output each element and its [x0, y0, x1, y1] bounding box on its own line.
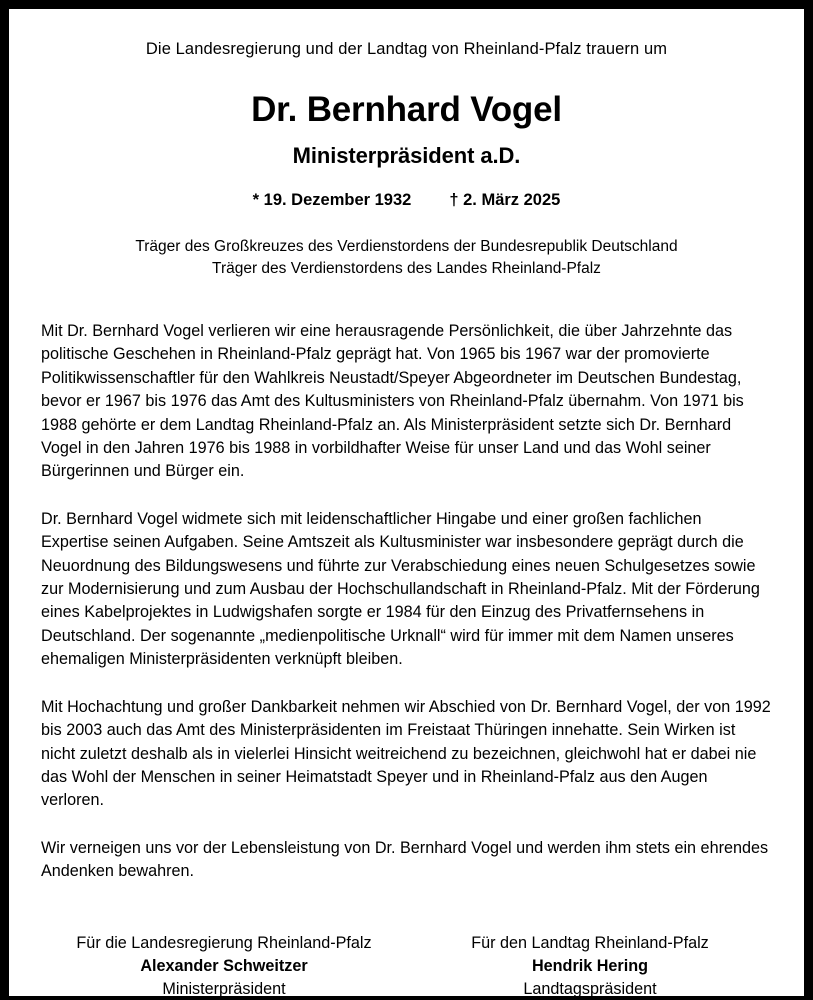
life-dates: [31, 189, 782, 211]
signature-government: [41, 932, 407, 1000]
signature-organization: Für die Landesregierung Rheinland-Pfalz: [76, 933, 372, 952]
signature-organization: Für den Landtag Rheinland-Pfalz: [471, 933, 709, 952]
body-paragraph: Dr. Bernhard Vogel widmete sich mit leidenschaftlicher Hingabe und einer großen fachlichen Expertise seinen Aufgaben. Seine Amtszeit als Kultusminister war insbesondere geprägt durch die Neuordnung des Bildungswesens und führte zur Verabschiedung eines neuen Schulgesetzes sowie zur Modernisierung und zum Ausbau der Hochschullandschaft in Rheinland-Pfalz. Mit der Förderung eines Kabelprojektes in Ludwigshafen sorgte er 1984 für den Einzug des Privatfernsehens in Deutschland. Der sogenannte „medienpolitische Urknall“ wird für immer mit dem Namen unseres ehemaligen Ministerpräsidenten verknüpft bleiben.: [41, 509, 760, 669]
body-paragraph: Mit Hochachtung und großer Dankbarkeit nehmen wir Abschied von Dr. Bernhard Vogel, der von 1992 bis 2003 auch das Amt des Ministerpräsidenten im Freistaat Thüringen innehatte. Sein Wirken ist nicht zuletzt deshalb als in vielerlei Hinsicht weitreichend zu bezeichnen, gleichwohl hat er dabei nie das Wohl der Menschen in seiner Heimatstadt Speyer und in Rheinland-Pfalz aus den Augen verloren.: [41, 697, 771, 810]
honors-list: [31, 236, 782, 280]
notice-inner-frame: [9, 9, 804, 996]
obituary-body: [31, 320, 782, 884]
obituary-header: [31, 38, 782, 280]
signature-person-name: Hendrik Hering: [531, 956, 649, 975]
honor-line: Träger des Großkreuzes des Verdienstordens der Bundesrepublik Deutschland: [135, 238, 678, 255]
signature-person-name: Alexander Schweitzer: [140, 956, 308, 975]
signature-block: [31, 932, 782, 1000]
signature-person-role: Landtagspräsident: [523, 979, 657, 998]
body-paragraph: Wir verneigen uns vor der Lebensleistung von Dr. Bernhard Vogel und werden ihm stets ein ehrendes Andenken bewahren.: [41, 838, 769, 881]
body-paragraph: Mit Dr. Bernhard Vogel verlieren wir eine herausragende Persönlichkeit, die über Jahrzehnte das politische Geschehen in Rheinland-Pfalz geprägt hat. Von 1965 bis 1967 war der promovierte Politikwissenschaftler für den Wahlkreis Neustadt/Speyer Abgeordneter im Deutschen Bundestag, bevor er 1967 bis 1976 das Amt des Kultusministers von Rheinland-Pfalz übernahm. Von 1971 bis 1988 gehörte er dem Landtag Rheinland-Pfalz an. Als Ministerpräsident setzte sich Dr. Bernhard Vogel in den Jahren 1976 bis 1988 in vorbildhafter Weise für unser Land und das Wohl seiner Bürgerinnen und Bürger ein.: [41, 322, 744, 481]
signature-parliament: [407, 932, 773, 1000]
announcement-line: Die Landesregierung und der Landtag von Rheinland-Pfalz trauern um: [145, 40, 668, 58]
deceased-title: Ministerpräsident a.D.: [292, 143, 521, 168]
deceased-name: Dr. Bernhard Vogel: [251, 90, 562, 129]
birth-date: * 19. Dezember 1932: [252, 191, 412, 209]
signature-person-role: Ministerpräsident: [162, 979, 286, 998]
death-date: † 2. März 2025: [449, 191, 561, 209]
honor-line: Träger des Verdienstordens des Landes Rheinland-Pfalz: [212, 260, 601, 277]
